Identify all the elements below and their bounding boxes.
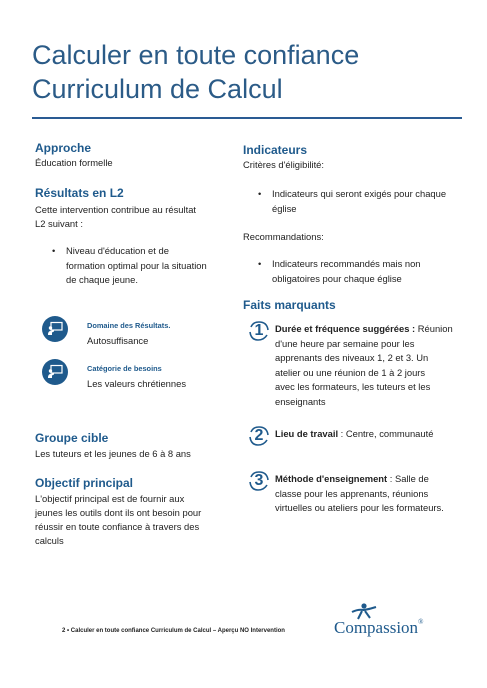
footer-separator: • [67, 628, 70, 634]
faits-heading: Faits marquants [243, 298, 336, 312]
presentation-icon [42, 359, 68, 385]
logo-text [334, 618, 423, 638]
number-2-icon [248, 425, 274, 447]
groupe-text: Les tuteurs et les jeunes de 6 à 8 ans [35, 448, 191, 459]
resultats-bullet-line-2: formation optimal pour la situation [66, 259, 207, 271]
resultats-intro-line-2: L2 suivant : [35, 218, 83, 229]
categorie-label: Catégorie de besoins [87, 364, 162, 373]
title-line-2: Curriculum de Calcul [32, 74, 283, 104]
indicateurs-heading: Indicateurs [243, 143, 308, 157]
resultats-bullet-line-1: Niveau d'éducation et de [66, 245, 169, 256]
fait-1-label: Durée et fréquence suggérées : [275, 323, 416, 334]
bullet-dot: • [258, 188, 262, 199]
categorie-value: Les valeurs chrétiennes [87, 378, 187, 389]
fait-3-label: Méthode d'enseignement [275, 473, 388, 484]
title-line-1: Calculer en toute confiance [32, 40, 360, 70]
objectif-line-1: L'objectif principal est de fournir aux [35, 493, 185, 504]
number-2: 2 [254, 427, 264, 444]
fait-1-line-1 [275, 322, 453, 337]
resultats-bullet [52, 244, 207, 288]
fait-1-line-5: avec les formateurs, les tuteurs et les [275, 381, 431, 392]
title-divider [32, 117, 462, 119]
logo-mark: ® [418, 618, 424, 626]
fait-1-line-4: atelier ou une réunion de 1 à 2 jours [275, 366, 426, 378]
domaine-label: Domaine des Résultats. [87, 321, 171, 330]
footer-text: Calculer en toute confiance Curriculum de Calcul – Aperçu NO Intervention [70, 628, 285, 634]
fait-1-line-3: apprenants des niveaux 1, 2 et 3. Un [275, 352, 429, 363]
indicateurs-bullet-2-line-1: Indicateurs recommandés mais non [272, 258, 421, 269]
groupe-heading: Groupe cible [35, 431, 109, 445]
page-title [32, 38, 359, 106]
fait-3-line-1 [275, 472, 444, 487]
fait-3-line-1-rest: : Salle de [387, 473, 429, 484]
fait-2 [275, 427, 433, 442]
number-3-icon [248, 470, 274, 492]
indicateurs-bullet-1 [258, 187, 447, 216]
fait-3-line-3: virtuelles ou ateliers pour les formateurs. [275, 502, 444, 513]
indicateurs-bullet-1-line-1: Indicateurs qui seront exigés pour chaque [272, 188, 447, 199]
number-1: 1 [254, 322, 264, 339]
fait-3-line-2: classe pour les apprenants, réunions [275, 487, 429, 499]
number-3: 3 [254, 472, 264, 489]
page-number: 2 [62, 628, 66, 634]
fait-2-rest: : Centre, communauté [338, 428, 434, 439]
objectif-line-2: jeunes les outils dont ils ont besoin pour [35, 507, 202, 518]
presentation-icon [42, 316, 68, 342]
fait-1-line-6: enseignants [275, 395, 326, 407]
resultats-heading: Résultats en L2 [35, 186, 124, 200]
fait-2-label: Lieu de travail [275, 428, 339, 439]
bullet-dot: • [52, 245, 56, 256]
objectif-line-4: calculs [35, 535, 64, 546]
indicateurs-bullet-2 [258, 257, 421, 286]
approche-text: Éducation formelle [35, 157, 113, 168]
logo-word: Compassion [334, 618, 419, 637]
objectif-heading: Objectif principal [35, 476, 134, 490]
fait-3 [275, 472, 444, 516]
page-footer [62, 628, 285, 634]
recommandations-text: Recommandations: [243, 231, 324, 242]
resultats-intro-line-1: Cette intervention contribue au résultat [35, 204, 197, 215]
fait-1-line-2: d'une heure par semaine pour les [275, 337, 415, 349]
bullet-dot: • [258, 258, 262, 269]
resultats-bullet-line-3: de chaque jeune. [66, 274, 138, 285]
fait-1-line-1-rest: Réunion [415, 323, 453, 334]
number-1-icon [248, 320, 274, 342]
indicateurs-bullet-1-line-2: église [272, 202, 297, 214]
domaine-value: Autosuffisance [87, 335, 149, 346]
criteres-text: Critères d'éligibilité: [243, 159, 324, 170]
indicateurs-bullet-2-line-2: obligatoires pour chaque église [272, 272, 402, 284]
fait-1 [275, 322, 453, 409]
objectif-line-3: réussir en toute confiance à travers des [35, 521, 200, 532]
approche-heading: Approche [35, 141, 92, 155]
